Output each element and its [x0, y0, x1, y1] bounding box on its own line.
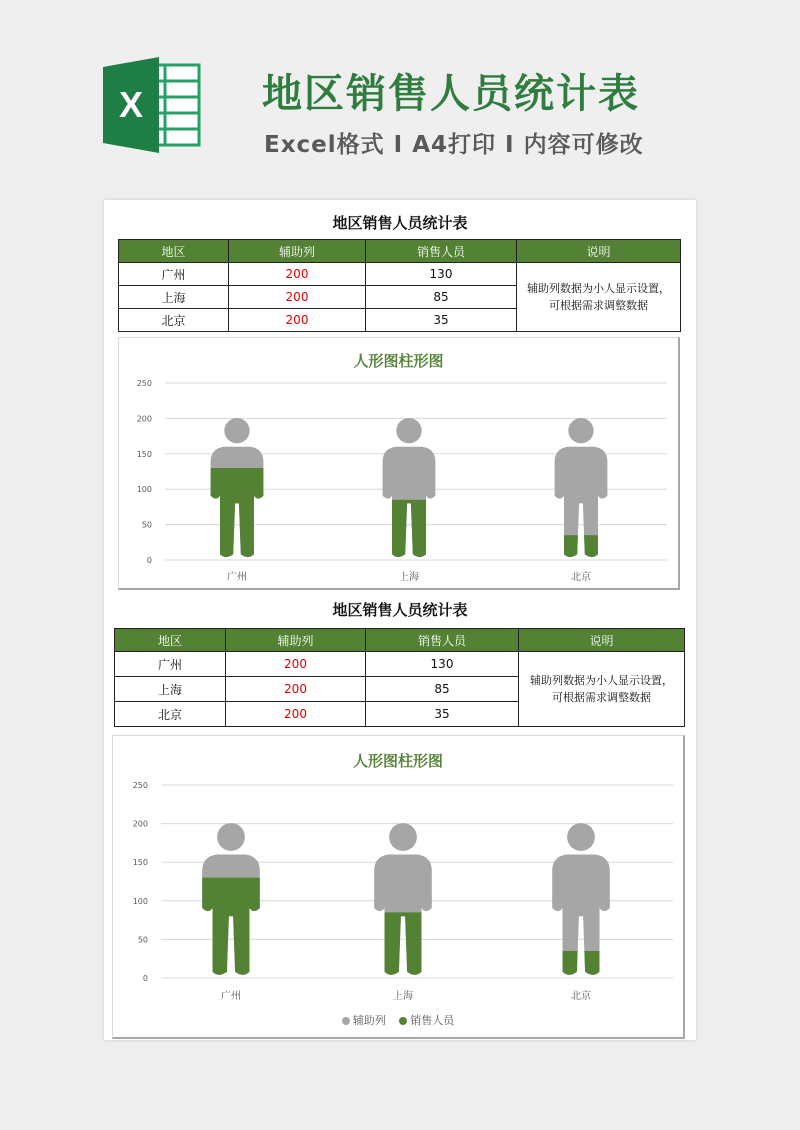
- cell-sales: 35: [366, 309, 517, 332]
- bar-sales: [191, 878, 271, 983]
- person-bar: [191, 819, 271, 983]
- bar-sales: [541, 535, 621, 565]
- cell-region: 北京: [119, 309, 229, 332]
- chart-title: 人形图柱形图: [352, 752, 443, 770]
- y-tick-label: 250: [136, 379, 152, 388]
- y-tick-label: 0: [142, 974, 148, 983]
- cell-sales: 35: [366, 702, 519, 727]
- header-sales: 销售人员: [366, 629, 519, 652]
- section-2: [104, 595, 696, 1040]
- person-bar: [541, 819, 621, 983]
- y-tick-label: 150: [136, 449, 152, 459]
- category-label: 上海: [393, 991, 413, 1002]
- bar-sales: [197, 468, 277, 565]
- cell-sales: 130: [366, 263, 517, 286]
- chart-frame: [118, 337, 680, 590]
- header-sales: 销售人员: [366, 240, 517, 263]
- y-tick-label: 200: [132, 819, 148, 829]
- people-bar-chart: [119, 338, 679, 588]
- y-tick-label: 150: [132, 858, 148, 868]
- chart-legend: [113, 1012, 683, 1028]
- category-label: 广州: [221, 991, 241, 1002]
- cell-aux: 200: [226, 677, 366, 702]
- bar-sales: [363, 912, 443, 983]
- table-row: [119, 263, 681, 286]
- cell-aux: 200: [229, 263, 366, 286]
- cell-region: 广州: [119, 263, 229, 286]
- chart-frame: [112, 735, 685, 1039]
- cell-aux: 200: [229, 286, 366, 309]
- document-sheet: [104, 200, 696, 1040]
- page-title: 地区销售人员统计表: [262, 71, 640, 117]
- cell-aux: 200: [229, 309, 366, 332]
- cell-region: 上海: [119, 286, 229, 309]
- cell-sales: 85: [366, 286, 517, 309]
- y-tick-label: 100: [132, 896, 148, 906]
- table-title: 地区销售人员统计表: [332, 214, 468, 232]
- header-region: 地区: [115, 629, 226, 652]
- legend-item-sales: 销售人员: [399, 1014, 454, 1027]
- y-tick-label: 50: [141, 520, 152, 530]
- note-line-2: 可根据需求调整数据: [549, 299, 648, 312]
- section-1: [104, 200, 696, 590]
- category-label: 北京: [571, 572, 591, 583]
- cell-aux: 200: [226, 652, 366, 677]
- y-tick-label: 100: [136, 485, 152, 495]
- bar-aux: [541, 819, 621, 983]
- page-subtitle: Excel格式 I A4打印 I 内容可修改: [264, 132, 644, 158]
- cell-sales: 85: [366, 677, 519, 702]
- sales-table: [118, 239, 681, 332]
- category-label: 北京: [571, 991, 591, 1002]
- table-row: [115, 652, 685, 677]
- bar-sales: [369, 500, 449, 565]
- legend-item-aux: 辅助列: [342, 1014, 386, 1027]
- svg-text:X: X: [118, 84, 144, 125]
- excel-logo-icon: [103, 57, 203, 153]
- note-line-1: 辅助列数据为小人显示设置，: [527, 282, 670, 295]
- table-header-row: [119, 240, 681, 263]
- cell-region: 广州: [115, 652, 226, 677]
- cell-region: 北京: [115, 702, 226, 727]
- header-aux: 辅助列: [229, 240, 366, 263]
- banner: [0, 0, 800, 190]
- y-tick-label: 250: [132, 781, 148, 790]
- category-label: 上海: [399, 572, 419, 583]
- y-tick-label: 200: [136, 414, 152, 424]
- chart-title: 人形图柱形图: [353, 352, 444, 370]
- cell-aux: 200: [226, 702, 366, 727]
- header-note: 说明: [519, 629, 685, 652]
- bar-aux: [363, 819, 443, 983]
- table-header-row: [115, 629, 685, 652]
- person-bar: [363, 819, 443, 983]
- sales-table: [114, 628, 685, 727]
- header-region: 地区: [119, 240, 229, 263]
- cell-note: [517, 263, 681, 332]
- people-bar-chart: [113, 736, 684, 1006]
- category-label: 广州: [227, 572, 247, 583]
- y-tick-label: 50: [137, 935, 148, 945]
- header-aux: 辅助列: [226, 629, 366, 652]
- cell-note: [519, 652, 685, 727]
- note-line-2: 可根据需求调整数据: [552, 691, 651, 704]
- cell-sales: 130: [366, 652, 519, 677]
- cell-region: 上海: [115, 677, 226, 702]
- table-title: 地区销售人员统计表: [332, 601, 468, 619]
- y-tick-label: 0: [146, 556, 152, 565]
- note-line-1: 辅助列数据为小人显示设置，: [530, 674, 673, 687]
- header-note: 说明: [517, 240, 681, 263]
